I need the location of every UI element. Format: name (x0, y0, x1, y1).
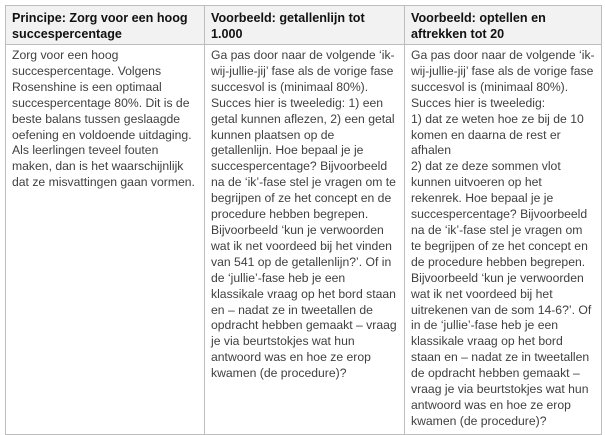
table-row (6, 45, 602, 435)
principle-table (5, 5, 602, 435)
cell-example-addition-subtraction (405, 45, 602, 435)
header-example-number-line: Voorbeeld: getallenlijn tot 1.000 (205, 6, 405, 45)
cell-principle-text: Zorg voor een hoog succespercentage. Volgens Rosenshine is een optimaal succespercentage 80%. Dit is de beste balans tussen geslaagde oefening en voldoende uitdaging. Als leerlingen teveel fouten maken, dan is het waarschijnlijk dat ze misvattingen gaan vormen. (12, 48, 195, 190)
cell-example-number-line (205, 45, 405, 435)
table-header-row (6, 6, 602, 45)
cell-example-addition-subtraction-text: Ga pas door naar de volgende ‘ik-wij-jullie-jij’ fase als de vorige fase succesvol is (minimaal 80%). Succes hier is tweeledig: 1) dat ze weten hoe ze bij de 10 komen en daarna de rest er afhalen 2) dat ze deze sommen vlot kunnen uitvoeren op het rekenrek. Hoe bepaal je je succespercentage? Bijvoorbeeld na de ‘ik’-fase stel je vragen om te begrijpen of ze het concept en de procedure hebben begrepen. Bijvoorbeeld ‘kun je verwoorden wat ik net voordeed bij het uitrekenen van de som 14-6?’. Of in de ‘jullie’-fase heb je een klassikale vraag op het bord staan en – nadat ze in tweetallen de opdracht hebben gemaakt – vraag je via beurtstokjes wat hun antwoord was en hoe ze erop kwamen (de procedure)? (411, 48, 595, 428)
cell-principle (6, 45, 205, 435)
cell-example-number-line-text: Ga pas door naar de volgende ‘ik-wij-jullie-jij’ fase als de vorige fase succesvol is (minimaal 80%). Succes hier is tweeledig: 1) een getal kunnen aflezen, 2) een getal kunnen plaatsen op de getallenlijn. Hoe bepaal je je succespercentage? Bijvoorbeeld na de ‘ik’-fase stel je vragen om te begrijpen of ze het concept en de procedure hebben begrepen. Bijvoorbeeld ‘kun je verwoorden wat ik net voordeed bij het vinden van 541 op de getallenlijn?’. Of in de ‘jullie’-fase heb je een klassikale vraag op het bord staan en – nadat ze in tweetallen de opdracht hebben gemaakt – vraag je via beurtstokjes wat hun antwoord was en hoe ze erop kwamen (de procedure)? (211, 48, 397, 381)
header-example-addition-subtraction: Voorbeeld: optellen en aftrekken tot 20 (405, 6, 602, 45)
header-principle: Principe: Zorg voor een hoog succespercentage (6, 6, 205, 45)
